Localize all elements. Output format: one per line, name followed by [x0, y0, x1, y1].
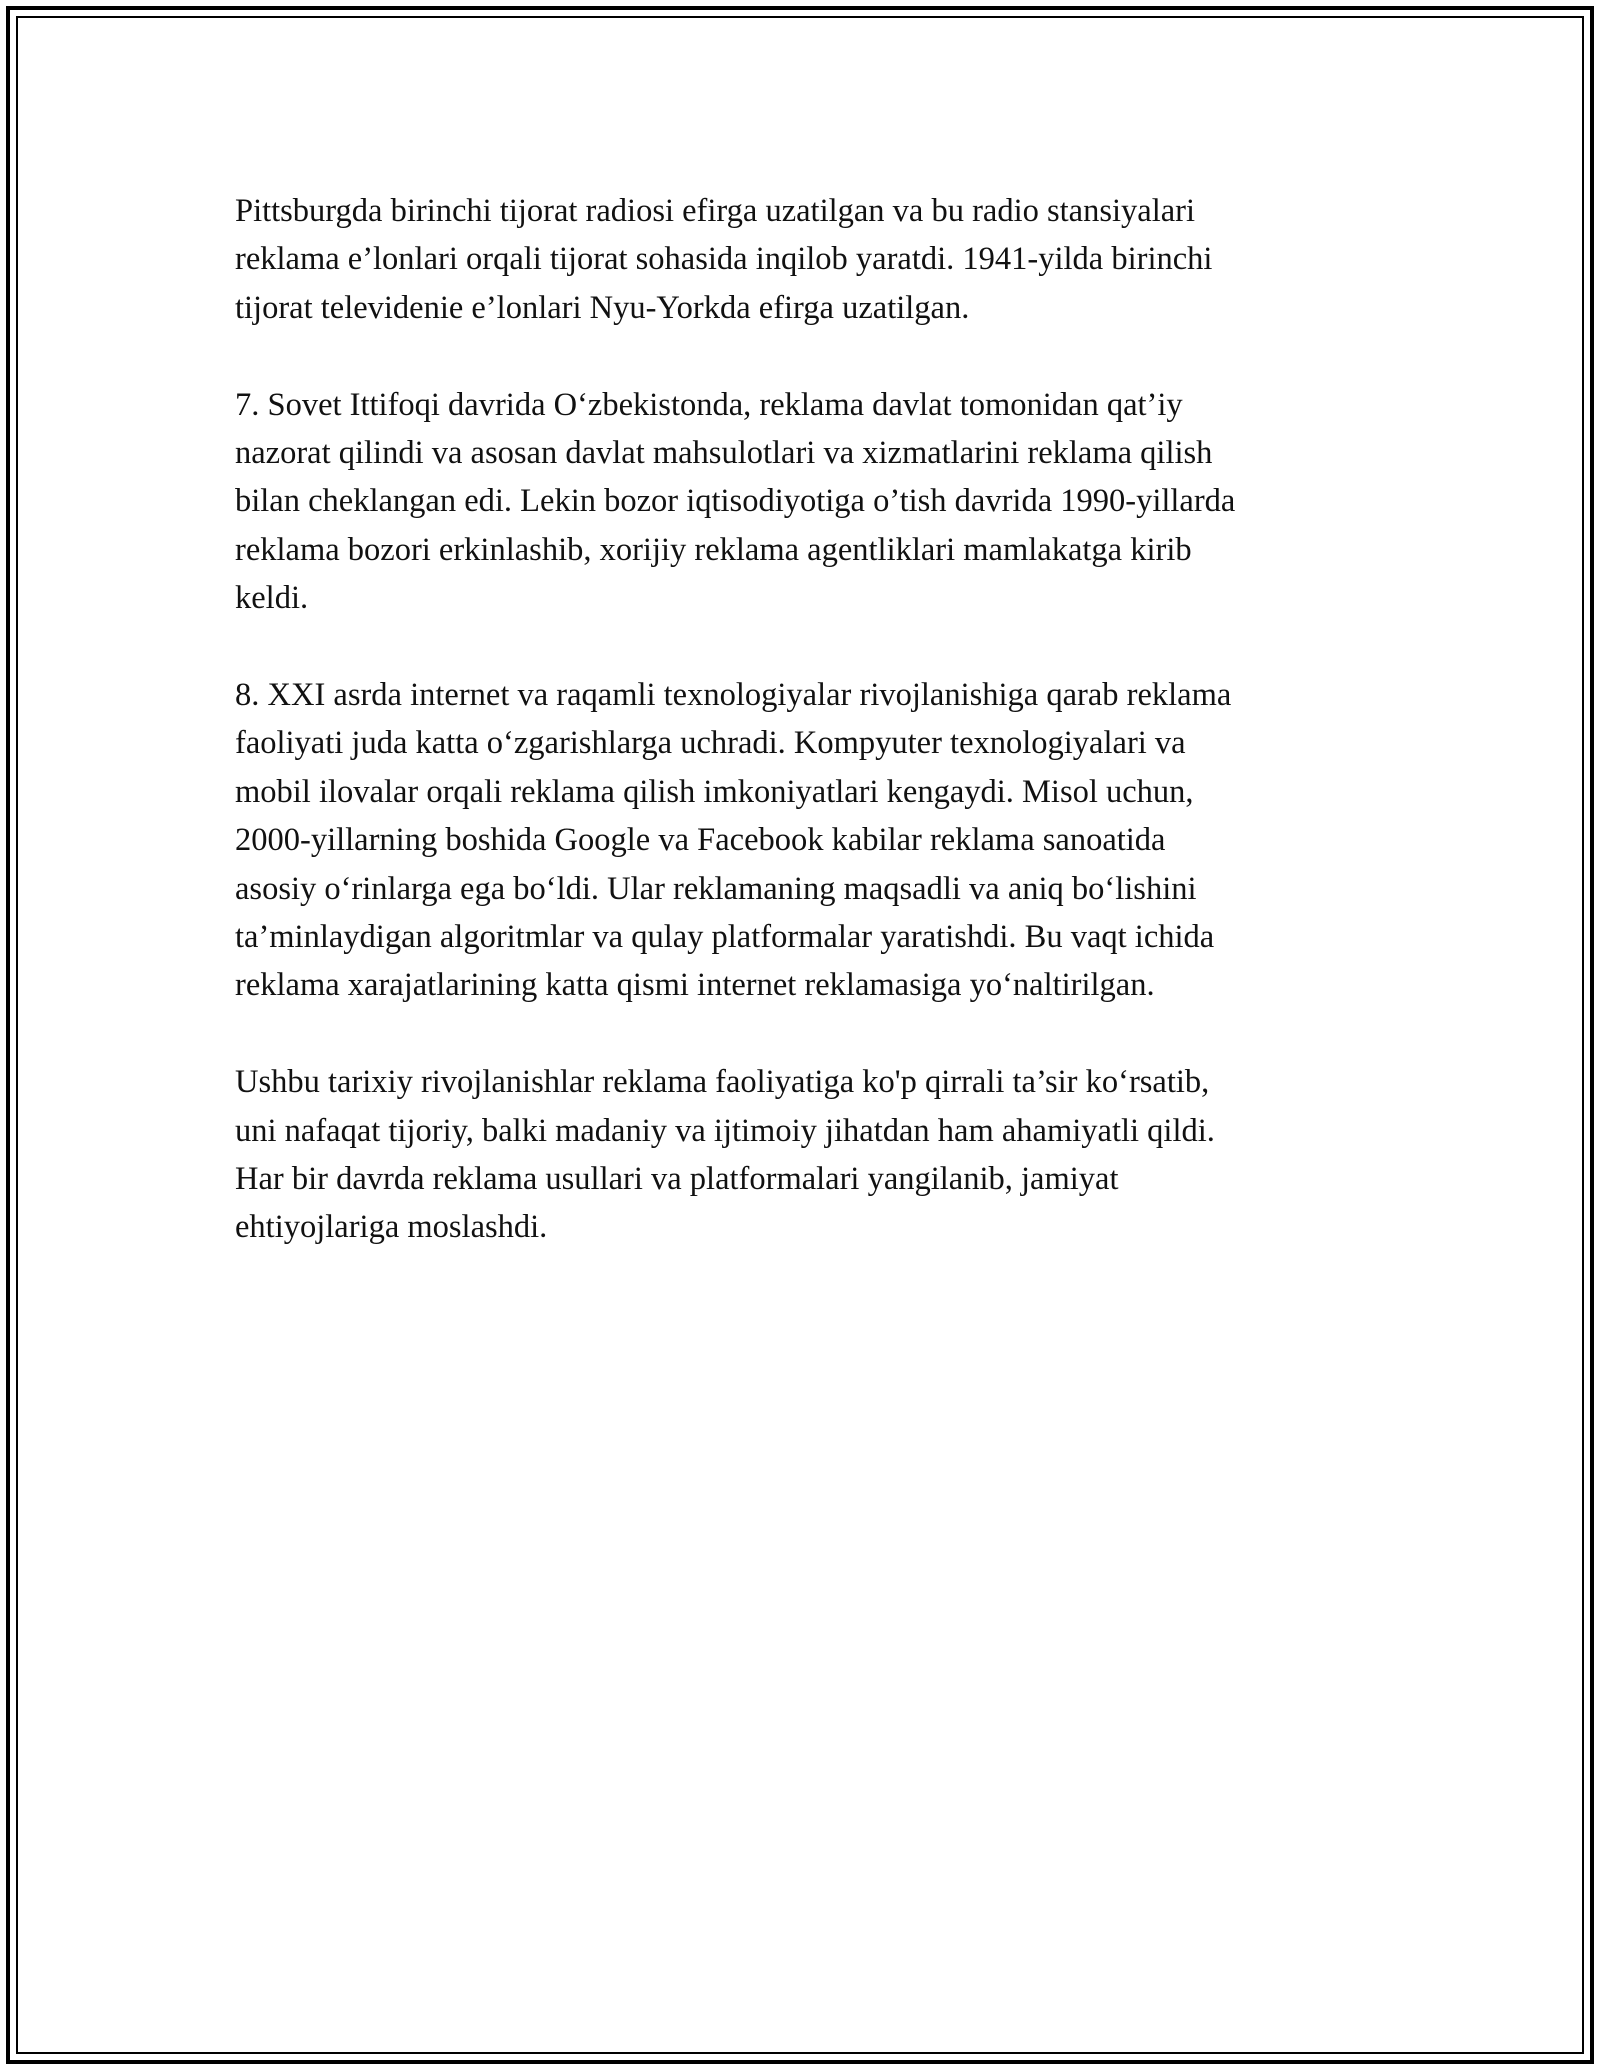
text-line: 2000-yillarning boshida Google va Facebook kabilar reklama sanoatida: [235, 822, 1166, 859]
text-line: asosiy o‘rinlarga ega bo‘ldi. Ular reklamaning maqsadli va aniq bo‘lishini: [235, 870, 1197, 907]
text-line: reklama bozori erkinlashib, xorijiy reklama agentliklari mamlakatga kirib: [235, 531, 1192, 568]
paragraph-conclusion: [235, 1058, 1385, 1252]
paragraph-soviet-era: [235, 381, 1385, 623]
text-line: keldi.: [235, 580, 309, 617]
paragraph-pittsburgh-radio: [235, 187, 1385, 332]
text-line: ehtiyojlariga moslashdi.: [235, 1209, 548, 1246]
text-line: bilan cheklangan edi. Lekin bozor iqtisodiyotiga o’tish davrida 1990-yillarda: [235, 483, 1236, 520]
paragraph-21st-century: [235, 671, 1385, 1010]
text-line: ta’minlaydigan algoritmlar va qulay platformalar yaratishdi. Bu vaqt ichida: [235, 919, 1215, 956]
text-line: Ushbu tarixiy rivojlanishlar reklama faoliyatiga ko'p qirrali ta’sir ko‘rsatib,: [235, 1064, 1210, 1101]
text-line: tijorat televidenie e’lonlari Nyu-Yorkda efirga uzatilgan.: [235, 289, 970, 326]
text-line: faoliyati juda katta o‘zgarishlarga uchradi. Kompyuter texnologiyalari va: [235, 725, 1186, 762]
text-line: uni nafaqat tijoriy, balki madaniy va ijtimoiy jihatdan ham ahamiyatli qildi.: [235, 1112, 1215, 1149]
text-line: Har bir davrda reklama usullari va platformalari yangilanib, jamiyat: [235, 1161, 1119, 1198]
text-line: reklama e’lonlari orqali tijorat sohasida inqilob yaratdi. 1941-yilda birinchi: [235, 241, 1213, 278]
text-line: 8. XXI asrda internet va raqamli texnologiyalar rivojlanishiga qarab reklama: [235, 677, 1232, 714]
text-line: 7. Sovet Ittifoqi davrida O‘zbekistonda, reklama davlat tomonidan qat’iy: [235, 386, 1183, 423]
document-body: [235, 187, 1385, 1252]
text-line: reklama xarajatlarining katta qismi internet reklamasiga yo‘naltirilgan.: [235, 967, 1155, 1004]
text-line: Pittsburgda birinchi tijorat radiosi efirga uzatilgan va bu radio stansiyalari: [235, 193, 1196, 229]
text-line: mobil ilovalar orqali reklama qilish imkoniyatlari kengaydi. Misol uchun,: [235, 773, 1194, 810]
text-line: nazorat qilindi va asosan davlat mahsulotlari va xizmatlarini reklama qilish: [235, 435, 1213, 472]
